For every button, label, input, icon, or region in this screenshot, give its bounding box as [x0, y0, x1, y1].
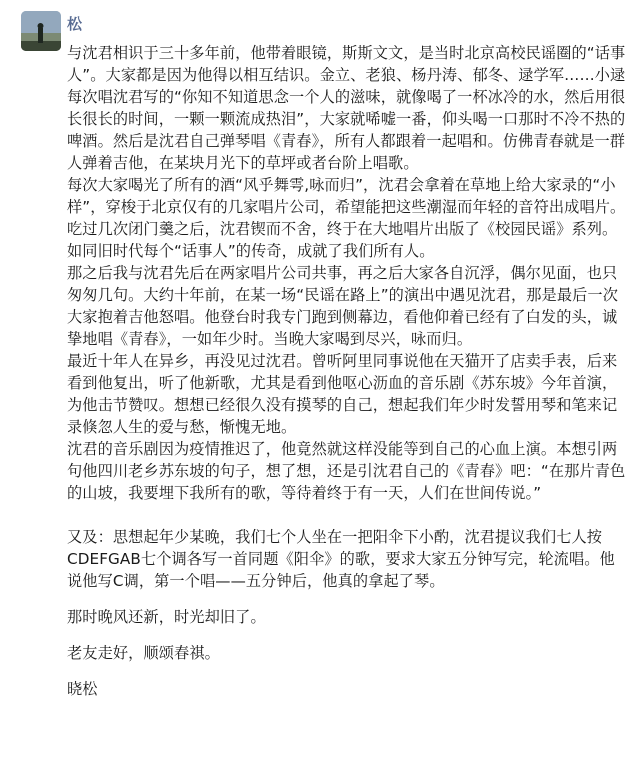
avatar-image	[21, 11, 61, 51]
paragraph-2: 每次大家喝光了所有的酒“风乎舞雩,咏而归”，沈君会拿着在草地上给大家录的“小样”，穿梭于北京仅有的几家唱片公司，希望能把这些潮湿而年轻的音符出成唱片。吃过几次闭门羹之后，沈君锲而不舍，终于在大地唱片出版了《校园民谣》系列。如同旧时代每个“话事人”的传奇，成就了我们所有人。	[67, 176, 626, 260]
spacer	[67, 592, 627, 606]
paragraph-postscript: 又及：思想起年少某晚，我们七个人坐在一把阳伞下小酌，沈君提议我们七人按CDEFGAB七个调各写一首同题《阳伞》的歌，要求大家五分钟写完，轮流唱。他说他写C调，第一个唱——五分钟后，他真的拿起了琴。	[67, 528, 615, 590]
message-body	[67, 42, 627, 700]
paragraph-1: 与沈君相识于三十多年前，他带着眼镜，斯斯文文，是当时北京高校民谣圈的“话事人”。大家都是因为他得以相互结识。金立、老狼、杨丹涛、郁冬、逯学军……小逯每次唱沈君写的“你知不知道思念一个人的滋味，就像喝了一杯冰冷的水，然后用很长很长的时间，一颗一颗流成热泪”，大家就唏嘘一番，仰头喝一口那时不冷不热的啤酒。然后是沈君自己弹琴唱《青春》，所有人都跟着一起唱和。仿佛青春就是一群人弹着吉他，在某块月光下的草坪或者台阶上唱歌。	[67, 44, 626, 172]
sender-name[interactable]: 松	[67, 15, 83, 33]
paragraph-closing-line: 那时晚风还新，时光却旧了。	[67, 608, 266, 626]
spacer	[67, 504, 627, 526]
paragraph-farewell: 老友走好，顺颂春祺。	[67, 644, 220, 662]
spacer	[67, 664, 627, 678]
paragraph-4: 最近十年人在异乡，再没见过沈君。曾听阿里同事说他在天猫开了店卖手表，后来看到他复出，听了他新歌，尤其是看到他呕心沥血的音乐剧《苏东坡》今年首演，为他击节赞叹。想想已经很久没有摸琴的自己，想起我们年少时发誓用琴和笔来记录倏忽人生的爱与愁，惭愧无地。	[67, 352, 618, 436]
spacer	[67, 628, 627, 642]
signature: 晓松	[67, 680, 98, 698]
avatar[interactable]	[21, 11, 61, 51]
paragraph-5: 沈君的音乐剧因为疫情推迟了，他竟然就这样没能等到自己的心血上演。本想引两句他四川老乡苏东坡的句子，想了想，还是引沈君自己的《青春》吧：“在那片青色的山坡，我要埋下我所有的歌，等待着终于有一天，人们在世间传说。”	[67, 440, 626, 502]
paragraph-3: 那之后我与沈君先后在两家唱片公司共事，再之后大家各自沉浮，偶尔见面，也只匆匆几句。大约十年前，在某一场“民谣在路上”的演出中遇见沈君，那是最后一次大家抱着吉他怒唱。他登台时我专门跑到侧幕边，看他仰着已经有了白发的头，诚挚地唱《青春》，一如年少时。当晚大家喝到尽兴，咏而归。	[67, 264, 618, 348]
